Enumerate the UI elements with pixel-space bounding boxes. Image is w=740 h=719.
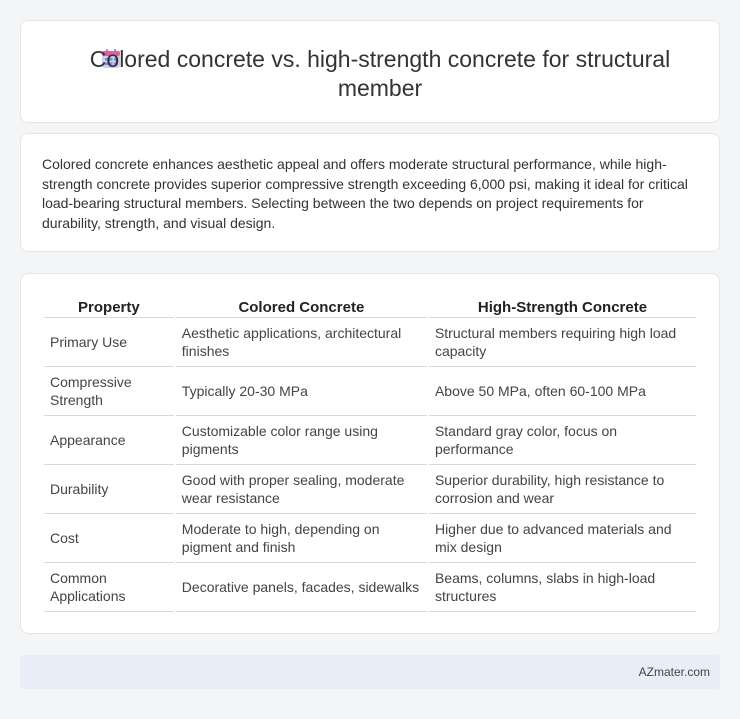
row-high-strength-value: Higher due to advanced materials and mix design (429, 514, 696, 563)
table-row (44, 318, 696, 367)
title-card (20, 20, 720, 123)
table-row (44, 465, 696, 514)
header-property: Property (44, 296, 174, 318)
header-colored-concrete: Colored Concrete (176, 296, 427, 318)
row-property: Compressive Strength (44, 367, 174, 416)
row-colored-value: Moderate to high, depending on pigment and finish (176, 514, 427, 563)
row-property: Common Applications (44, 563, 174, 612)
row-property: Primary Use (44, 318, 174, 367)
comparison-table (42, 296, 698, 612)
row-colored-value: Customizable color range using pigments (176, 416, 427, 465)
row-colored-value: Typically 20-30 MPa (176, 367, 427, 416)
table-row (44, 514, 696, 563)
footer-brand[interactable]: AZmater.com (638, 665, 710, 679)
row-property: Cost (44, 514, 174, 563)
row-property: Durability (44, 465, 174, 514)
table-row (44, 416, 696, 465)
row-colored-value: Good with proper sealing, moderate wear resistance (176, 465, 427, 514)
page-title: Colored concrete vs. high-strength concrete for structural member (89, 46, 671, 101)
table-header-row (44, 296, 696, 318)
row-high-strength-value: Above 50 MPa, often 60-100 MPa (429, 367, 696, 416)
summary-card (20, 133, 720, 252)
header-high-strength-concrete: High-Strength Concrete (429, 296, 696, 318)
row-property: Appearance (44, 416, 174, 465)
row-colored-value: Aesthetic applications, architectural finishes (176, 318, 427, 367)
row-high-strength-value: Beams, columns, slabs in high-load structures (429, 563, 696, 612)
comparison-table-card (20, 273, 720, 634)
row-high-strength-value: Standard gray color, focus on performance (429, 416, 696, 465)
footer-bar (20, 655, 720, 689)
table-row (44, 563, 696, 612)
row-colored-value: Decorative panels, facades, sidewalks (176, 563, 427, 612)
row-high-strength-value: Structural members requiring high load capacity (429, 318, 696, 367)
table-row (44, 367, 696, 416)
summary-text: Colored concrete enhances aesthetic appeal and offers moderate structural performance, while high-strength concrete provides superior compressive strength exceeding 6,000 psi, making it ideal for critical load-bearing structural members. Selecting between the two depends on project requirements for durability, strength, and visual design. (42, 156, 688, 231)
row-high-strength-value: Superior durability, high resistance to corrosion and wear (429, 465, 696, 514)
